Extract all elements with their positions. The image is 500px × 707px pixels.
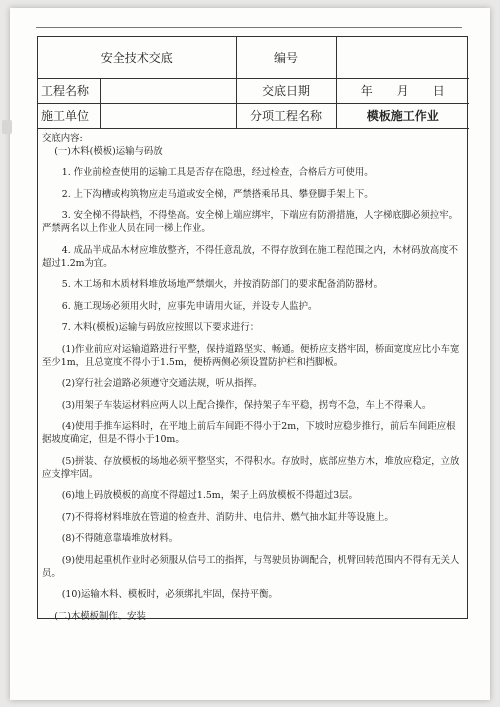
sub-item-2: (2)穿行社会道路必须遵守交通法规，听从指挥。 xyxy=(61,378,263,389)
content-item-7: 7. 木料(模板)运输与码放应按照以下要求进行： xyxy=(61,322,260,333)
sub-item-7: (7)不得将材料堆放在管道的检查井、消防井、电信井、燃气抽水缸井等设施上。 xyxy=(61,511,394,523)
construction-unit-label: 施工单位 xyxy=(38,103,100,128)
sub-item-4: (4)使用手推车运料时，在平地上前后车间距不得小于2m，下坡时应稳步推行，前后车间距应根据坡度确定，但是不得小于10m。 xyxy=(42,421,456,445)
content-item-2: 2. 上下沟槽或构筑物应走马道或安全梯，严禁搭乘吊具、攀登脚手架上下。 xyxy=(61,188,374,200)
section-heading-2: (二)木模板制作、安装 xyxy=(54,610,146,622)
content-item-5: 5. 木工场和木质材料堆放场地严禁烟火，并按消防部门的要求配备消防器材。 xyxy=(61,279,384,290)
construction-unit-value xyxy=(100,103,236,128)
date-label: 交底日期 xyxy=(236,78,336,103)
content-heading: 交底内容: xyxy=(42,132,83,144)
section-heading-1: (一)木料(模板)运输与码放 xyxy=(54,145,163,157)
safety-disclosure-form xyxy=(37,36,468,622)
top-rule-line xyxy=(36,27,462,28)
number-value xyxy=(336,37,469,78)
form-title: 安全技术交底 xyxy=(38,37,236,78)
binder-hole xyxy=(2,120,12,134)
sub-item-9: (9)使用起重机作业时必须服从信号工的指挥，与驾驶员协调配合，机臂回转范围内不得有无关人员。 xyxy=(42,554,460,579)
content-item-4: 4. 成品半成品木材应堆放整齐，不得任意乱放，不得存放到在施工程范围之内，木材码放高度不超过1.2m为宜。 xyxy=(42,244,459,269)
content-item-6: 6. 施工现场必须用火时，应事先申请用火证，并设专人监护。 xyxy=(61,300,318,312)
project-name-value xyxy=(100,78,236,103)
sub-project-value: 模板施工作业 xyxy=(336,103,469,128)
header-table xyxy=(38,37,469,129)
content-item-1: 1. 作业前检查使用的运输工具是否存在隐患，经过检查，合格后方可使用。 xyxy=(61,167,374,178)
sub-item-6: (6)地上码放模板的高度不得超过1.5m，架子上码放模板不得超过3层。 xyxy=(61,490,358,501)
content-item-3: 3. 安全梯不得缺档，不得垫高。安全梯上端应绑牢，下端应有防滑措施，人字梯底脚必须拉牢。严禁两名以上作业人员在同一梯上作业。 xyxy=(42,210,459,234)
disclosure-content xyxy=(38,129,467,623)
sub-item-1: (1)作业前应对运输道路进行平整，保持道路坚实、畅通。便桥应支搭牢固，桥面宽度应比小车宽至少1m，且总宽度不得小于1.5m，便桥两侧必须设置防护栏和挡脚板。 xyxy=(42,343,460,368)
sub-item-3: (3)用架子车装运材料应两人以上配合操作，保持架子车平稳，拐弯不急，车上不得乘人。 xyxy=(61,399,432,411)
project-name-label: 工程名称 xyxy=(38,78,100,103)
sub-item-8: (8)不得随意靠墙堆放材料。 xyxy=(61,533,179,544)
date-value: 年 月 日 xyxy=(336,78,469,103)
sub-project-label: 分项工程名称 xyxy=(236,103,336,128)
sub-item-10: (10)运输木料、模板时，必须绑扎牢固，保持平衡。 xyxy=(61,589,278,600)
sub-item-5: (5)拼装、存放模板的场地必须平整坚实，不得积水。存放时，底部应垫方木，堆放应稳定，立放应支撑牢固。 xyxy=(42,455,460,480)
number-label: 编号 xyxy=(236,37,336,78)
